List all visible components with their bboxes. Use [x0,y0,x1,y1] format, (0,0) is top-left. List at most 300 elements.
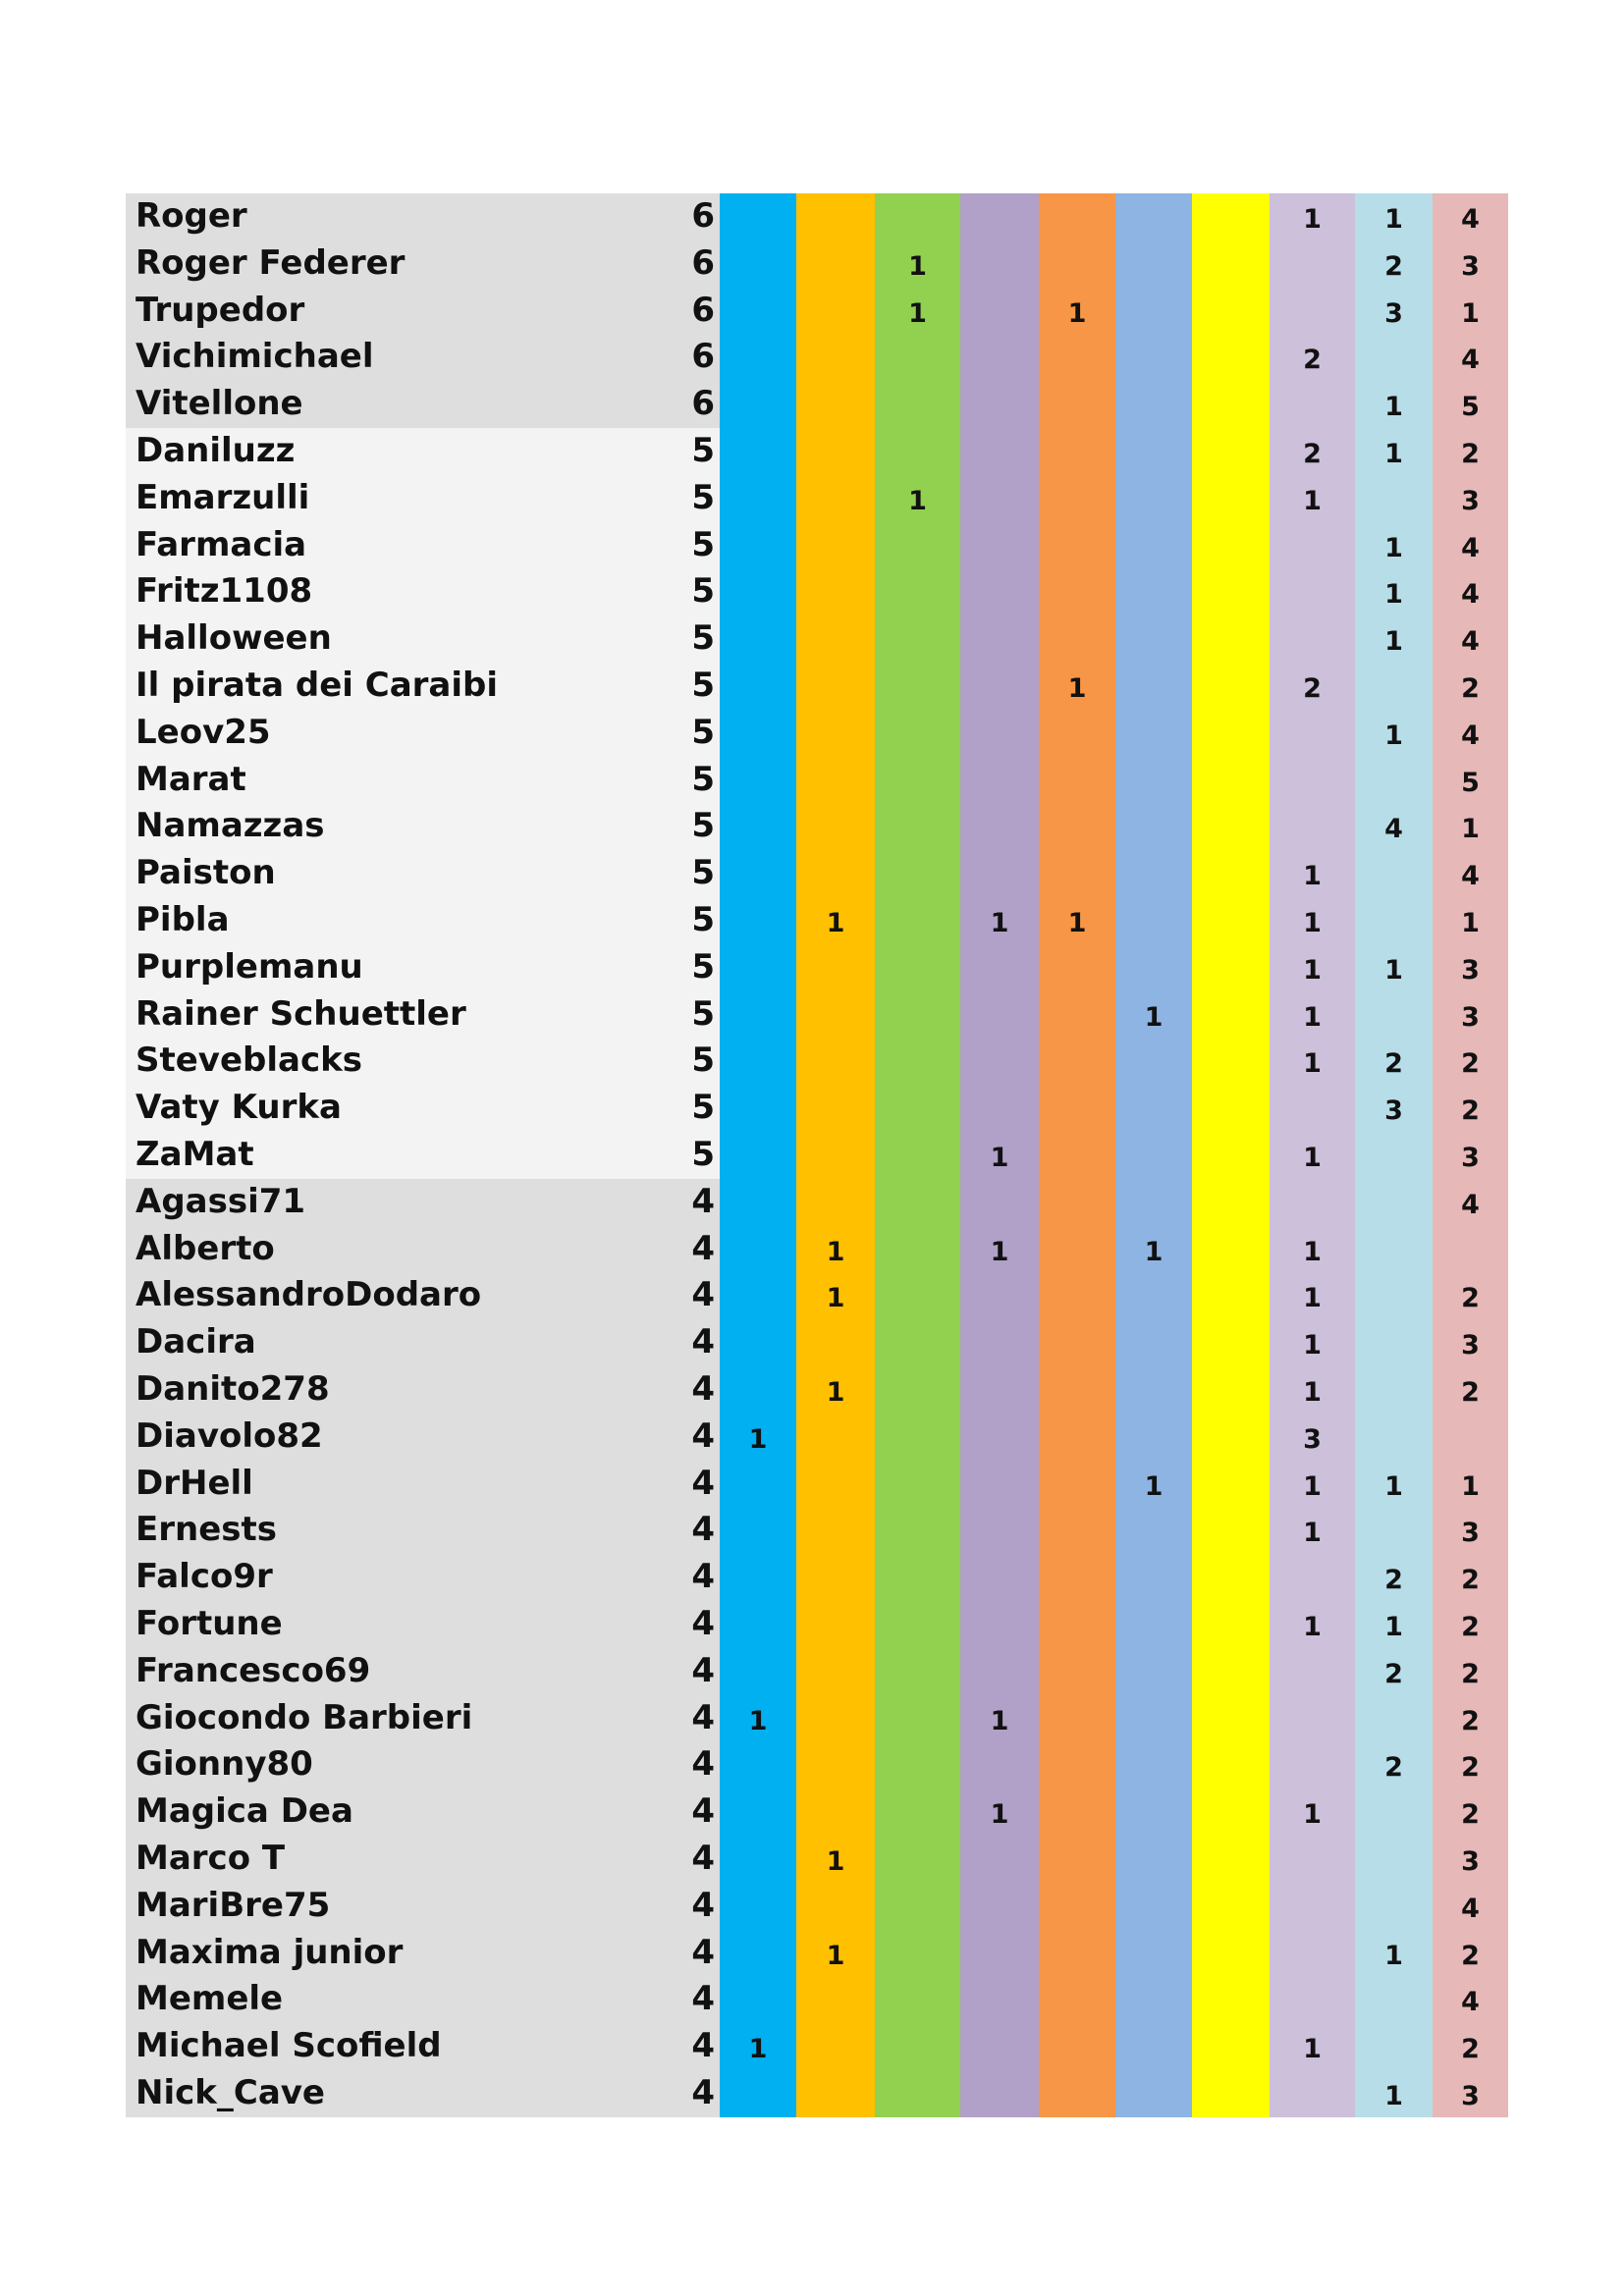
player-score: 5 [691,993,715,1034]
count-cell: 1 [1067,297,1087,329]
count-cell [1192,1416,1270,1464]
table-row [126,757,1508,804]
table-row [126,1883,1508,1930]
count-cell [1192,337,1270,384]
count-cell: 2 [1384,1658,1403,1689]
player-score: 6 [691,384,715,424]
count-cell [1115,666,1192,713]
count-cell [796,947,875,994]
player-name: Farmacia [135,524,307,564]
count-cell [720,1182,796,1229]
count-cell [1355,1229,1433,1276]
count-cell [720,1088,796,1135]
count-cell [1115,1557,1192,1604]
count-cell [720,1791,796,1839]
count-cell: 2 [1461,1095,1480,1127]
player-name: Pibla [135,900,230,939]
count-cell [720,1651,796,1698]
count-cell [796,666,875,713]
count-cell: 1 [1144,1236,1164,1267]
count-cell [1039,1322,1115,1369]
count-cell [1355,2026,1433,2073]
count-cell [960,1510,1039,1557]
player-name: Roger [135,196,247,236]
count-cell: 4 [1461,1189,1480,1220]
player-name: Paiston [135,853,276,893]
count-cell: 3 [1461,1846,1480,1877]
count-cell [796,806,875,853]
count-cell [1270,806,1355,853]
count-cell [1039,1369,1115,1416]
count-cell: 1 [1303,1470,1322,1502]
count-cell: 5 [1461,392,1480,423]
count-cell [875,618,960,666]
player-score: 5 [691,666,715,705]
count-cell [720,1933,796,1980]
count-cell [960,1416,1039,1464]
count-cell: 1 [1303,954,1322,986]
count-cell [960,1933,1039,1980]
count-cell [1192,806,1270,853]
count-cell [720,1275,796,1322]
table-row [126,615,1508,663]
count-cell [1192,947,1270,994]
count-cell [1039,525,1115,572]
count-cell [1192,1135,1270,1182]
player-name: Trupedor [135,290,305,330]
player-score: 4 [691,1275,715,1315]
player-name: Emarzulli [135,477,310,517]
count-cell: 1 [1384,1940,1403,1971]
count-cell [720,666,796,713]
count-cell: 2 [1461,1705,1480,1736]
count-cell [796,525,875,572]
count-cell [875,2026,960,2073]
player-name: Ernests [135,1510,277,1550]
count-cell [1192,1604,1270,1651]
player-score: 4 [691,1885,715,1925]
count-cell [1270,1651,1355,1698]
count-cell: 1 [826,1846,845,1877]
count-cell [960,337,1039,384]
count-cell: 3 [1461,954,1480,986]
player-score: 6 [691,290,715,330]
count-cell [875,900,960,947]
count-cell [1115,760,1192,807]
count-cell: 1 [1384,204,1403,235]
count-cell [720,243,796,291]
player-name: Purplemanu [135,946,363,987]
count-cell [875,431,960,478]
count-cell [1115,525,1192,572]
count-cell [1115,1322,1192,1369]
table-row [126,428,1508,475]
player-score: 4 [691,2073,715,2112]
count-cell [796,1604,875,1651]
count-cell [1115,1182,1192,1229]
table-row [126,568,1508,615]
count-cell: 1 [990,908,1009,938]
count-cell: 1 [1144,1001,1164,1033]
count-cell [1270,618,1355,666]
player-name: AlessandroDodaro [135,1275,482,1315]
table-row [126,1366,1508,1414]
count-cell: 1 [990,1236,1009,1267]
count-cell [796,1041,875,1088]
player-name: Fritz1108 [135,571,313,612]
count-cell [1039,1604,1115,1651]
count-cell [720,1369,796,1416]
player-score: 4 [691,1415,715,1456]
count-cell [1115,618,1192,666]
count-cell [720,1464,796,1511]
count-cell [1115,1651,1192,1698]
count-cell [1192,1698,1270,1745]
count-cell [1192,760,1270,807]
count-cell [796,1322,875,1369]
count-cell [796,196,875,243]
player-score: 5 [691,1135,715,1174]
count-cell [720,994,796,1041]
count-cell [1270,525,1355,572]
count-cell [796,1464,875,1511]
player-name: Maxima junior [135,1932,404,1972]
count-cell [796,1698,875,1745]
count-cell [1192,1088,1270,1135]
count-cell: 1 [908,250,927,282]
player-score: 4 [691,1979,715,2019]
count-cell [1039,1416,1115,1464]
count-cell [1115,2026,1192,2073]
count-cell [1039,1933,1115,1980]
count-cell: 2 [1384,250,1403,282]
count-cell [960,853,1039,900]
count-cell: 4 [1461,861,1480,892]
count-cell [960,1604,1039,1651]
count-cell [960,1979,1039,2026]
count-cell [1192,1933,1270,1980]
count-cell [875,760,960,807]
count-cell [1192,431,1270,478]
player-score: 4 [691,1650,715,1690]
count-cell [720,384,796,431]
count-cell [1192,1369,1270,1416]
count-cell: 1 [826,908,845,938]
count-cell [875,2073,960,2120]
count-cell [1355,994,1433,1041]
count-cell [875,337,960,384]
count-cell [1355,666,1433,713]
count-cell [720,1510,796,1557]
count-cell [960,760,1039,807]
count-cell: 2 [1303,439,1322,469]
count-cell: 1 [1303,485,1322,516]
count-cell [796,243,875,291]
table-row [126,193,1508,240]
count-cell [875,666,960,713]
count-cell [796,2026,875,2073]
count-cell [1355,337,1433,384]
count-cell [1039,431,1115,478]
table-row [126,1132,1508,1179]
count-cell [796,1979,875,2026]
count-cell [960,1275,1039,1322]
player-name: Alberto [135,1228,275,1268]
player-name: Vichimichael [135,337,374,377]
count-cell [1115,806,1192,853]
count-cell: 1 [1067,673,1087,704]
player-score: 5 [691,431,715,470]
player-score: 5 [691,477,715,517]
count-cell: 1 [1384,1612,1403,1642]
count-cell: 4 [1461,345,1480,376]
count-cell [720,947,796,994]
count-cell [1192,1557,1270,1604]
count-cell: 3 [1461,485,1480,516]
player-score: 5 [691,712,715,752]
count-cell [960,1464,1039,1511]
count-cell [875,1698,960,1745]
count-cell [1192,1791,1270,1839]
count-cell: 1 [1461,297,1480,329]
count-cell: 1 [1303,1143,1322,1173]
count-cell [960,1041,1039,1088]
player-score: 4 [691,1604,715,1643]
table-row [126,1695,1508,1742]
count-cell: 2 [1461,1283,1480,1314]
count-cell [1039,1698,1115,1745]
table-row [126,1976,1508,2023]
count-cell: 2 [1384,1752,1403,1784]
table-row [126,991,1508,1039]
count-cell [1270,760,1355,807]
player-name: Gionny80 [135,1744,313,1785]
player-score: 4 [691,1322,715,1362]
count-cell: 5 [1461,767,1480,798]
player-score: 5 [691,759,715,799]
count-cell [1192,571,1270,618]
table-row [126,944,1508,991]
table-row [126,475,1508,522]
table-row [126,1554,1508,1601]
count-cell [1355,1182,1433,1229]
count-cell [1355,1791,1433,1839]
count-cell: 3 [1384,1095,1403,1127]
player-score: 4 [691,1697,715,1737]
count-cell: 1 [990,1799,1009,1831]
count-cell [796,1791,875,1839]
count-cell: 4 [1461,532,1480,563]
count-cell: 1 [908,297,927,329]
count-cell [1192,525,1270,572]
count-cell: 1 [990,1705,1009,1736]
table-row [126,1179,1508,1226]
count-cell: 1 [1384,579,1403,611]
count-cell [1192,1275,1270,1322]
player-score: 4 [691,1839,715,1878]
player-name: Marat [135,759,246,799]
count-cell: 1 [748,1705,768,1736]
table-row [126,1648,1508,1695]
player-name: Agassi71 [135,1181,306,1221]
player-name: ZaMat [135,1135,254,1174]
count-cell [1115,1416,1192,1464]
count-cell [875,525,960,572]
count-cell: 1 [1384,1470,1403,1502]
count-cell [1192,1322,1270,1369]
count-cell: 3 [1461,1330,1480,1362]
count-cell [1039,1979,1115,2026]
count-cell [1115,243,1192,291]
player-score: 5 [691,806,715,846]
count-cell [960,1651,1039,1698]
count-cell [875,1886,960,1933]
count-cell: 1 [1303,908,1322,938]
count-cell: 1 [748,1423,768,1455]
player-score: 5 [691,853,715,893]
count-cell [1039,2026,1115,2073]
count-cell [1192,1839,1270,1886]
count-cell [1115,1886,1192,1933]
count-cell: 1 [1303,1283,1322,1314]
count-cell [796,1416,875,1464]
count-cell [875,1744,960,1791]
count-cell [875,1041,960,1088]
count-cell [1039,760,1115,807]
count-cell [1115,478,1192,525]
table-row [126,1836,1508,1883]
count-cell: 2 [1461,1940,1480,1971]
count-cell [960,431,1039,478]
count-cell [960,618,1039,666]
table-row [126,1461,1508,1508]
table-row [126,1789,1508,1836]
count-cell [1270,1557,1355,1604]
count-cell: 1 [1384,626,1403,658]
player-score: 5 [691,946,715,987]
count-cell [1355,1698,1433,1745]
player-score: 4 [691,1791,715,1832]
count-cell: 1 [1303,2034,1322,2065]
player-name: Memele [135,1979,284,2019]
count-cell [1192,1464,1270,1511]
count-cell: 3 [1461,1001,1480,1033]
count-cell [960,1744,1039,1791]
count-cell: 1 [1303,1799,1322,1831]
count-cell [1270,1698,1355,1745]
count-cell [720,1135,796,1182]
count-cell [1270,1182,1355,1229]
count-cell [960,994,1039,1041]
count-cell [1355,1839,1433,1886]
count-cell: 4 [1461,204,1480,235]
count-cell [875,806,960,853]
count-cell: 1 [1067,908,1087,938]
player-name: Vaty Kurka [135,1088,342,1128]
count-cell [1270,291,1355,338]
count-cell [796,384,875,431]
count-cell [1115,1933,1192,1980]
player-name: Diavolo82 [135,1415,323,1456]
count-cell [1192,853,1270,900]
table-row [126,1507,1508,1554]
count-cell [1192,994,1270,1041]
count-cell [1115,384,1192,431]
player-name: Danito278 [135,1369,330,1409]
count-cell [1270,1839,1355,1886]
count-cell [1039,196,1115,243]
count-cell: 1 [1384,720,1403,751]
count-cell [796,431,875,478]
count-cell [1115,1135,1192,1182]
count-cell [875,1464,960,1511]
count-cell: 1 [1303,1377,1322,1408]
count-cell [875,1088,960,1135]
count-cell [1355,1275,1433,1322]
count-cell: 2 [1461,1612,1480,1642]
count-cell: 3 [1461,1143,1480,1173]
count-cell [720,478,796,525]
count-cell [1355,1510,1433,1557]
count-cell [1192,713,1270,760]
count-cell [796,760,875,807]
count-cell [796,1651,875,1698]
count-cell [720,196,796,243]
count-cell [1192,1979,1270,2026]
count-cell [720,1229,796,1276]
count-cell [720,1979,796,2026]
count-cell [960,525,1039,572]
count-cell [875,1979,960,2026]
count-cell [1192,1041,1270,1088]
count-cell [875,1416,960,1464]
count-cell: 2 [1461,1048,1480,1080]
player-name: Namazzas [135,806,325,846]
player-score: 4 [691,1463,715,1503]
count-cell: 1 [1461,814,1480,845]
player-name: Francesco69 [135,1650,371,1690]
count-cell [875,1135,960,1182]
player-name: Giocondo Barbieri [135,1697,473,1737]
count-cell [1270,1933,1355,1980]
count-cell [1355,1369,1433,1416]
count-cell [720,1557,796,1604]
count-cell [1039,713,1115,760]
count-cell [796,713,875,760]
count-cell [720,1744,796,1791]
count-cell [960,243,1039,291]
count-cell [960,1182,1039,1229]
count-cell [1115,853,1192,900]
player-name: Halloween [135,618,332,659]
count-cell [1270,1886,1355,1933]
count-cell [875,1651,960,1698]
count-cell [1355,760,1433,807]
count-cell [796,337,875,384]
count-cell [1039,1651,1115,1698]
count-cell [1039,1041,1115,1088]
count-cell [796,291,875,338]
count-cell [796,1744,875,1791]
player-score: 5 [691,524,715,564]
table-row [126,850,1508,897]
table-row [126,897,1508,944]
count-cell: 1 [1303,1518,1322,1549]
count-cell: 3 [1461,250,1480,282]
count-cell [960,291,1039,338]
player-score: 6 [691,242,715,283]
count-cell [1270,2073,1355,2120]
